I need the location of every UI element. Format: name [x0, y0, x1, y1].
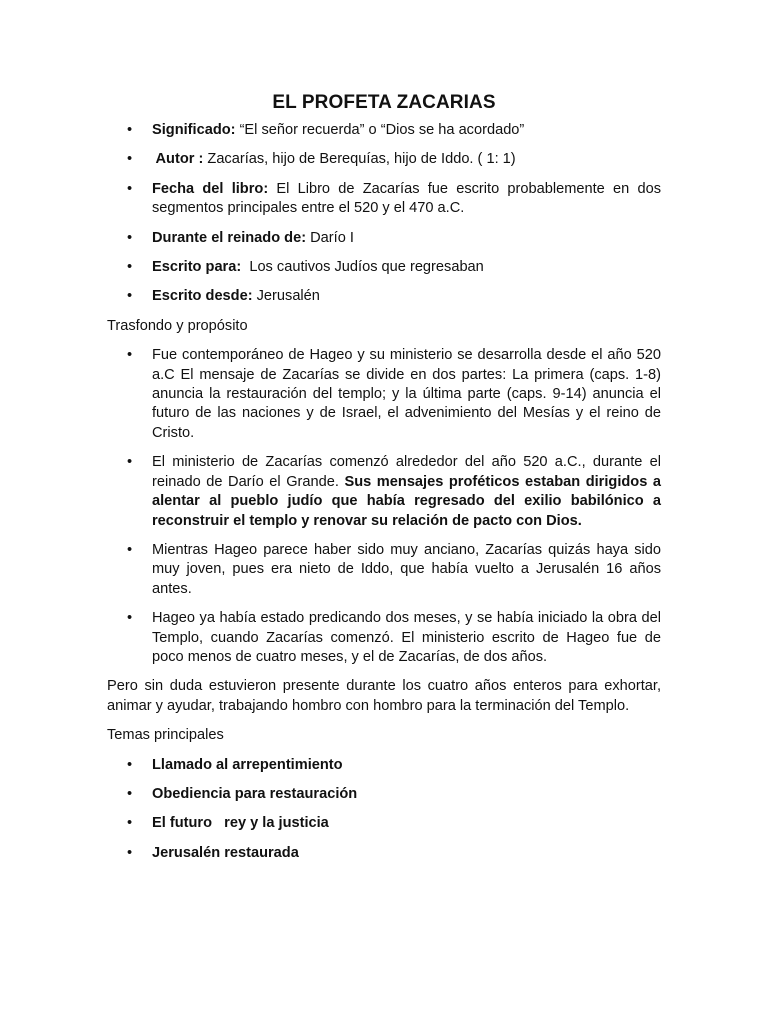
- background-item: [107, 453, 661, 531]
- theme-item: [107, 785, 661, 804]
- theme-item: [107, 844, 661, 863]
- bullet-icon: •: [127, 844, 133, 861]
- bullet-icon: •: [127, 229, 133, 246]
- info-item-date: [107, 180, 661, 219]
- bullet-icon: •: [127, 347, 133, 364]
- info-item-meaning: [107, 121, 661, 140]
- bullet-icon: •: [127, 756, 133, 773]
- info-value: El Libro de Zacarías fue escrito probablemente en dos segmentos principales entre el 520 y el 470 a.C.: [152, 180, 661, 217]
- bullet-icon: •: [127, 151, 133, 168]
- info-item-audience: [107, 258, 661, 277]
- info-label: Escrito desde:: [152, 288, 253, 305]
- info-list: [107, 121, 661, 307]
- background-item: [107, 541, 661, 599]
- background-bold-text: Sus mensajes proféticos estaban dirigidos a alentar al pueblo judío que había regresado del exilio babilónico a reconstruir el templo y renovar su relación de pacto con Dios.: [152, 473, 661, 529]
- theme-text: Jerusalén restaurada: [152, 844, 299, 861]
- themes-list: [107, 756, 661, 864]
- background-item: [107, 609, 661, 667]
- theme-text: Obediencia para restauración: [152, 785, 358, 802]
- background-text: Mientras Hageo parece haber sido muy anciano, Zacarías quizás haya sido muy joven, pues era nieto de Iddo, que había vuelto a Jerusalén 16 años antes.: [152, 541, 661, 597]
- theme-text: El futuro rey y la justicia: [152, 815, 329, 832]
- info-label: Escrito para:: [152, 259, 242, 276]
- background-heading: Trasfondo y propósito: [107, 317, 248, 334]
- info-item-place: [107, 287, 661, 306]
- bullet-icon: •: [127, 180, 133, 197]
- info-label: Fecha del libro:: [152, 180, 269, 197]
- background-text: Fue contemporáneo de Hageo y su ministerio se desarrolla desde el año 520 a.C El mensaje de Zacarías se divide en dos partes: La primera (caps. 1-8) anuncia la restauración del templo; y la última parte (caps. 9-14) anuncia el futuro de las naciones y de Israel, el advenimiento del Mesías y el reino de Cristo.: [152, 347, 661, 441]
- bullet-icon: •: [127, 454, 133, 471]
- background-text: Hageo ya había estado predicando dos meses, y se había iniciado la obra del Templo, cuando Zacarías comenzó. El ministerio escrito de Hageo fue de poco menos de cuatro meses, y el de Zacarías, de dos años.: [152, 610, 661, 665]
- bullet-icon: •: [127, 785, 133, 802]
- theme-item: [107, 756, 661, 775]
- info-value: “El señor recuerda” o “Dios se ha acordado”: [235, 122, 525, 138]
- info-value: Jerusalén: [252, 288, 320, 305]
- info-item-author: [107, 150, 661, 169]
- info-value: Darío I: [306, 229, 354, 246]
- bullet-icon: •: [127, 122, 133, 138]
- info-label: Significado:: [152, 122, 236, 138]
- background-item: [107, 346, 661, 443]
- bullet-icon: •: [127, 259, 133, 276]
- info-item-reign: [107, 229, 661, 248]
- theme-item: [107, 814, 661, 833]
- info-value: Zacarías, hijo de Berequías, hijo de Iddo. ( 1: 1): [203, 151, 516, 168]
- bullet-icon: •: [127, 610, 133, 627]
- background-text: El ministerio de Zacarías comenzó alrededor del año 520 a.C., durante el reinado de Darío el Grande.: [152, 454, 661, 490]
- info-label: Autor :: [152, 151, 204, 168]
- bullet-icon: •: [127, 288, 133, 305]
- document-content: [107, 90, 661, 873]
- info-label: Durante el reinado de:: [152, 229, 307, 246]
- background-list: [107, 346, 661, 667]
- bullet-icon: •: [127, 541, 133, 558]
- closing-paragraph: Pero sin duda estuvieron presente durante los cuatro años enteros para exhortar, animar y ayudar, trabajando hombro con hombro para la terminación del Templo.: [107, 678, 661, 714]
- themes-heading: Temas principales: [107, 727, 224, 744]
- document-title: EL PROFETA ZACARIAS: [272, 92, 496, 113]
- theme-text: Llamado al arrepentimiento: [152, 756, 343, 773]
- bullet-icon: •: [127, 815, 133, 832]
- info-value: Los cautivos Judíos que regresaban: [241, 259, 484, 276]
